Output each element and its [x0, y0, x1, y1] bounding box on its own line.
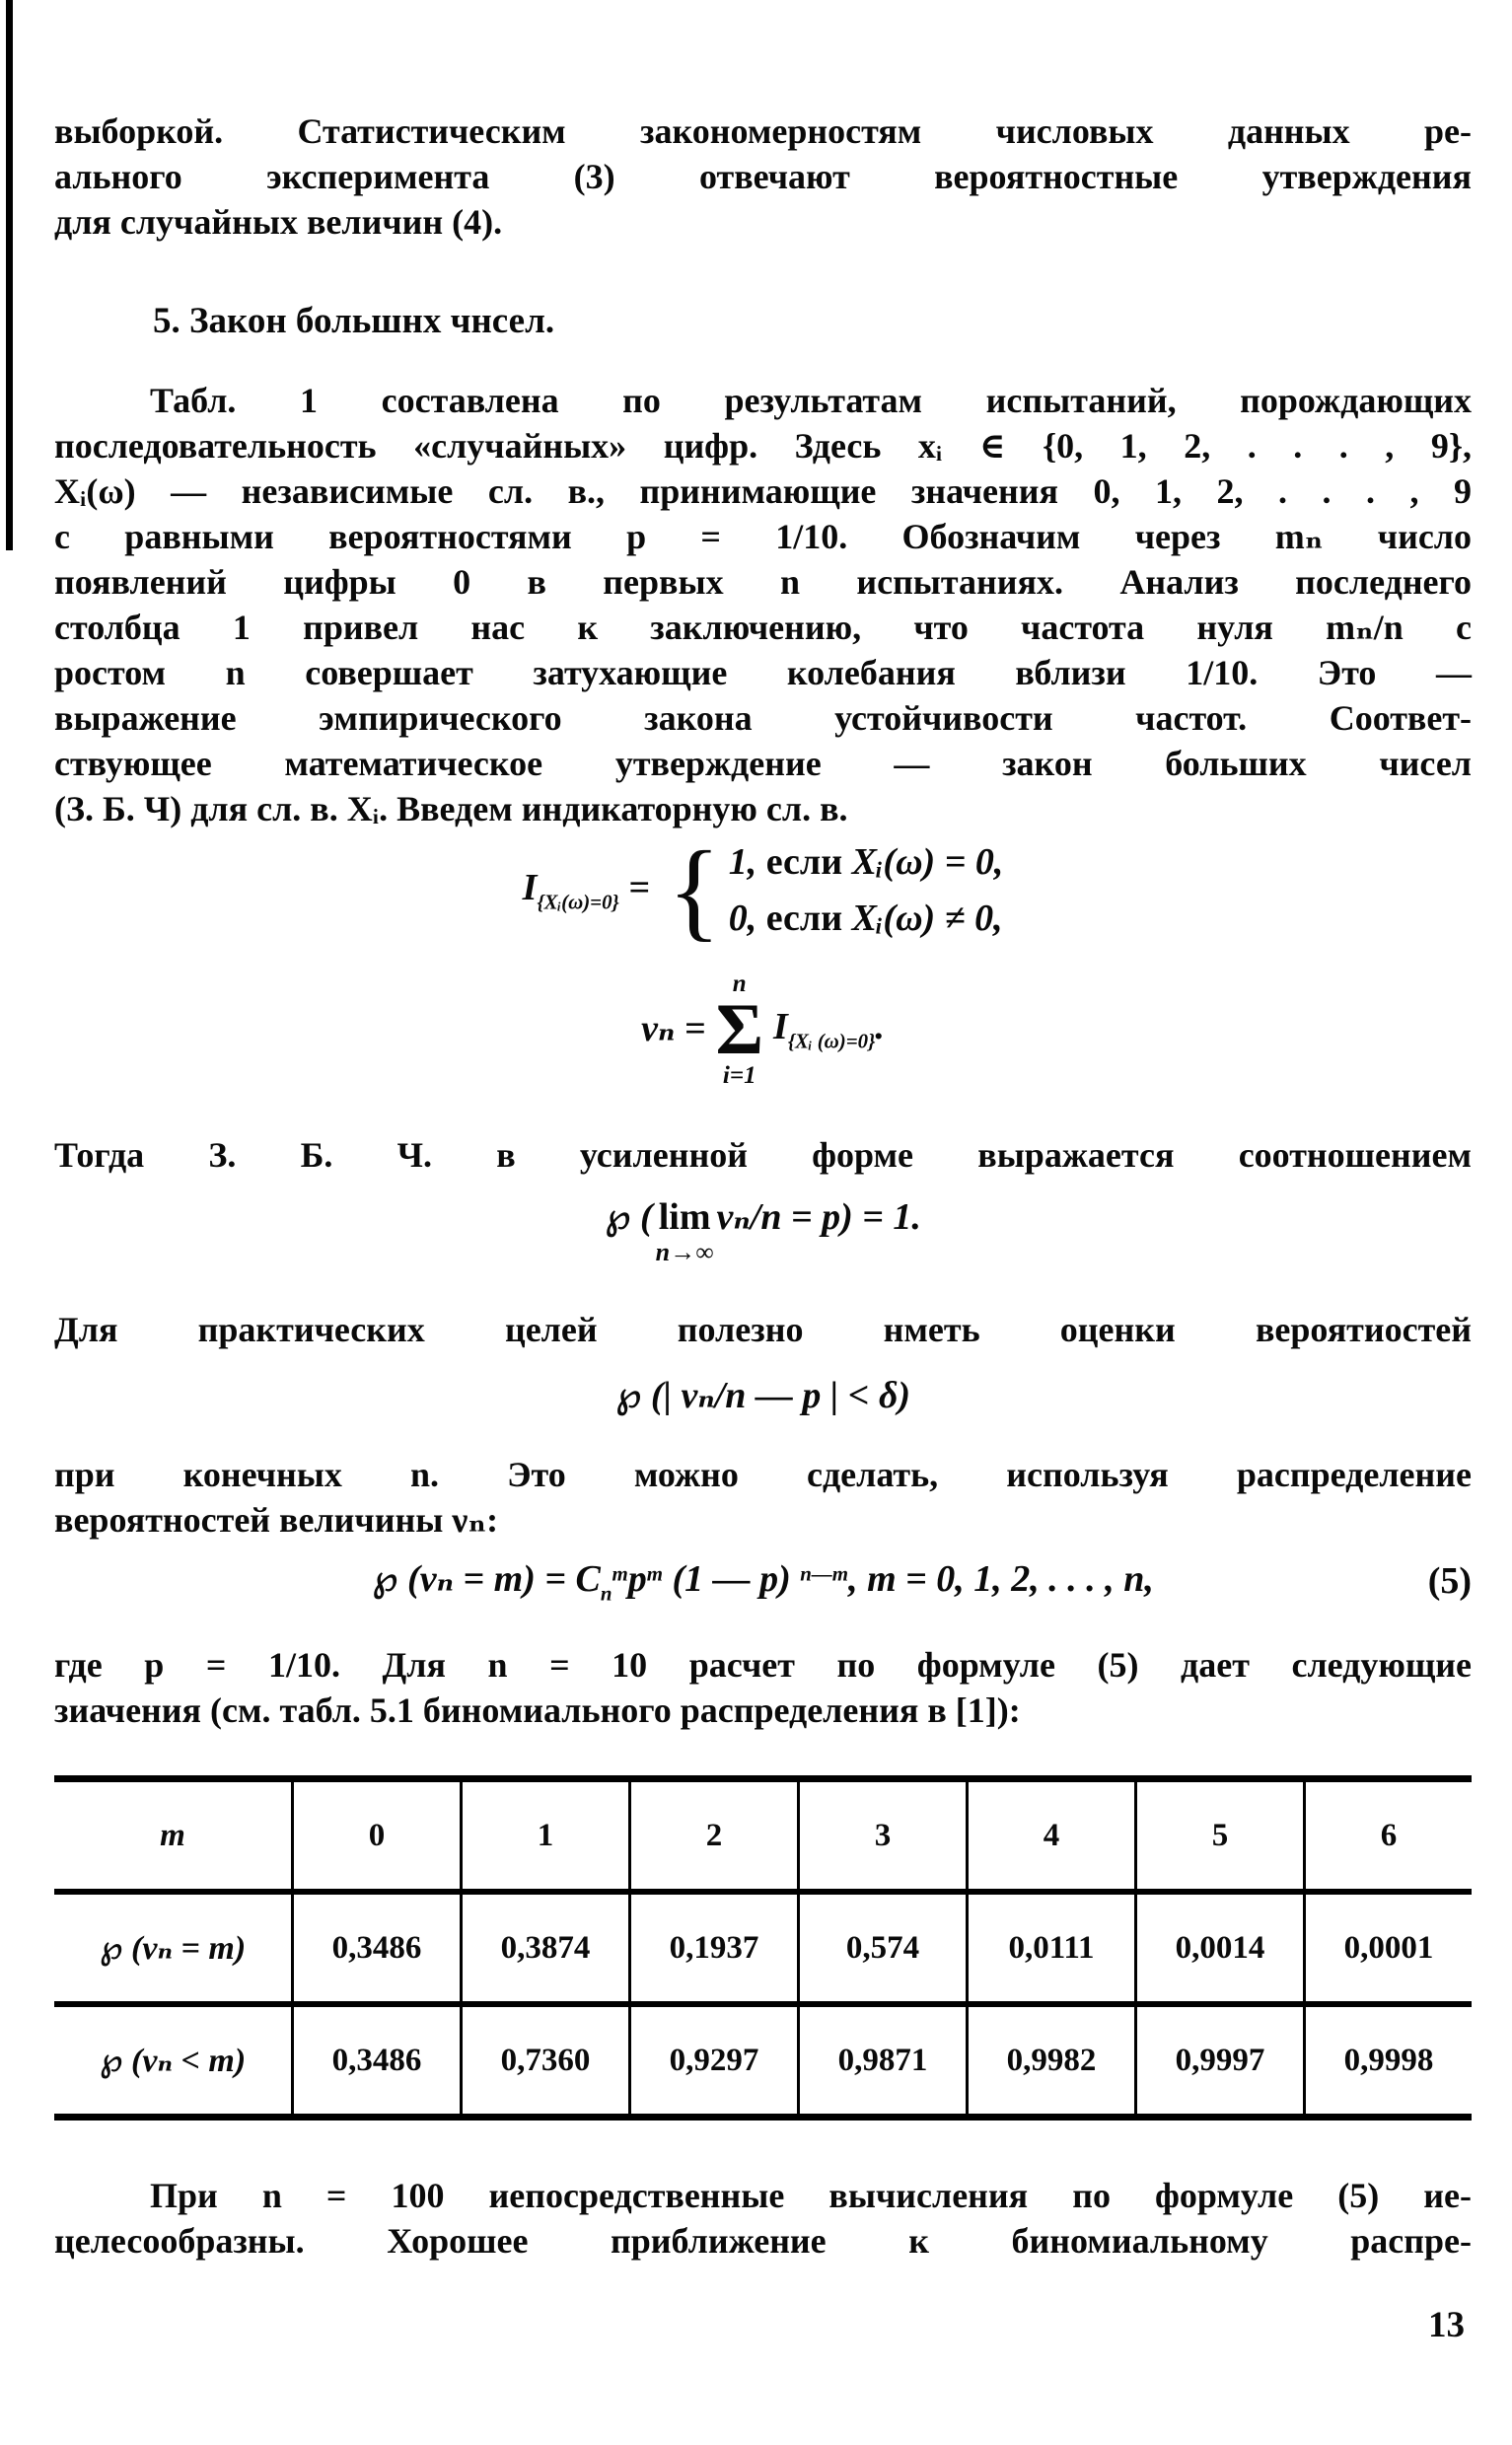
text-line: где p = 1/10. Для n = 10 расчет по формуле (5) дает следующие: [54, 1645, 1472, 1685]
formula-segment: если: [765, 898, 843, 940]
table-cell: 0,3874: [460, 1889, 628, 2001]
formula-segment: {Xᵢ(ω)=0}: [537, 890, 619, 914]
table-cell: 0,1937: [628, 1889, 797, 2001]
formula-slln: [54, 1196, 1472, 1266]
paragraph-law-of-large-numbers: [54, 378, 1472, 831]
table-header-value: 5: [1134, 1782, 1303, 1889]
text-line: появлений цифры 0 в первых n испытаниях. Анализ последнего: [54, 562, 1472, 602]
slln-post: νₙ/n = p) = 1.: [716, 1196, 921, 1238]
paragraph-table-intro: [54, 1642, 1472, 1733]
table-header-value: 0: [291, 1782, 460, 1889]
table-header-value: 1: [460, 1782, 628, 1889]
page-number: 13: [1428, 2305, 1465, 2345]
formula-segment: , m = 0, 1, 2, . . . , n,: [848, 1558, 1154, 1600]
table-header-value: 6: [1303, 1782, 1472, 1889]
text-line: Табл. 1 составлена по результатам испытаний, порождающих: [150, 381, 1472, 420]
table-cell: 0,9297: [628, 2001, 797, 2114]
lim-label: lim: [658, 1196, 711, 1238]
paragraph-estimates-intro: [54, 1307, 1472, 1352]
formula-segment: I: [772, 1006, 788, 1048]
sum-upper-limit: n: [732, 971, 747, 997]
formula-probability-estimate: [54, 1375, 1472, 1418]
text-line: выборкой. Статистическим закономерностям числовых данных ре-: [54, 111, 1472, 151]
slln-pre: ℘ (: [605, 1196, 653, 1238]
equation-number: (5): [1427, 1560, 1472, 1602]
table-row-label: ℘ (νₙ < m): [54, 2001, 291, 2114]
table-cell: 0,0014: [1134, 1889, 1303, 2001]
formula-sum: [54, 971, 1472, 1088]
text-line: столбца 1 привел нас к заключению, что частота нуля mₙ/n с: [54, 608, 1472, 647]
text-line: Тогда З. Б. Ч. в усиленной форме выражается соотношением: [54, 1135, 1472, 1175]
formula-segment: n—m: [800, 1561, 849, 1586]
formula-segment: Xᵢ(ω) ≠ 0,: [842, 898, 1003, 940]
table-cell: 0,0001: [1303, 1889, 1472, 2001]
table-cell: 0,3486: [291, 1889, 460, 2001]
paragraph-slln-intro: [54, 1132, 1472, 1178]
binomial-expression: [372, 1558, 1154, 1605]
text-line: последовательность «случайных» цифр. Здесь xᵢ ∈ {0, 1, 2, . . . , 9},: [54, 426, 1472, 466]
text-line: ального эксперимента (3) отвечают вероятностные утверждения: [54, 157, 1472, 196]
formula-segment: =: [618, 867, 650, 909]
text-line: зиачения (см. табл. 5.1 биномиального распределения в [1]):: [54, 1690, 1021, 1730]
text-line: с равными вероятностями p = 1/10. Обозначим через mₙ число: [54, 517, 1472, 556]
sum-lhs: [641, 1008, 705, 1051]
scan-edge-artifact: [6, 0, 13, 550]
limit-operator: [655, 1196, 714, 1266]
estimate-expression: ℘ (| νₙ/n — p | < δ): [614, 1375, 911, 1416]
formula-segment: m: [646, 1561, 663, 1586]
formula-segment: 1,: [728, 840, 766, 883]
text-line: целесообразны. Хорошее приближение к биномиальному распре-: [54, 2221, 1472, 2261]
table-header-value: 4: [966, 1782, 1134, 1889]
text-line: выражение эмпирического закона устойчивости частот. Соответ-: [54, 698, 1472, 738]
formula-segment: если: [765, 840, 843, 883]
formula-segment: ℘ (νₙ = m) = C: [372, 1558, 601, 1600]
text-line: вероятностей величины νₙ:: [54, 1500, 499, 1540]
table-row-label: ℘ (νₙ = m): [54, 1889, 291, 2001]
formula-binomial: [54, 1558, 1472, 1605]
paragraph-finite-n: [54, 1452, 1472, 1543]
text-line: При n = 100 иепосредственные вычисления по формуле (5) ие-: [150, 2176, 1472, 2215]
formula-segment: Xᵢ(ω) = 0,: [842, 840, 1004, 883]
formula-segment: m: [612, 1561, 628, 1586]
table-cell: 0,574: [797, 1889, 966, 2001]
table-cell: 0,9998: [1303, 2001, 1472, 2114]
case-line: [729, 841, 1004, 885]
indicator-cases: [729, 841, 1004, 941]
table-header-m: m: [160, 1817, 185, 1853]
text-line: при конечных n. Это можно сделать, используя распределение: [54, 1455, 1472, 1494]
sigma-icon: Σ: [715, 989, 763, 1070]
text-line: для случайных величин (4).: [54, 202, 503, 242]
formula-segment: νₙ =: [641, 1008, 706, 1050]
sum-lower-limit: i=1: [722, 1062, 756, 1090]
binomial-table: [54, 1775, 1472, 2121]
text-line: ростом n совершает затухающие колебания вблизи 1/10. Это —: [54, 653, 1472, 692]
case-line: [729, 898, 1004, 941]
text-line: Для практических целей полезно нметь оценки вероятиостей: [54, 1310, 1472, 1349]
text-line: ствующее математическое утверждение — закон больших чисел: [54, 744, 1472, 783]
formula-indicator: [54, 829, 1472, 952]
formula-segment: p: [627, 1558, 647, 1600]
formula-segment: .: [875, 1006, 885, 1048]
paragraph-large-n: [54, 2173, 1472, 2264]
formula-segment: I: [522, 867, 538, 909]
table-cell: 0,9982: [966, 2001, 1134, 2114]
section-heading: 5. Закон большнх чнсел.: [153, 301, 555, 341]
formula-segment: 0,: [728, 898, 766, 940]
table-header-value: 2: [628, 1782, 797, 1889]
cases-brace: {: [667, 829, 721, 952]
formula-segment: (1 — p): [662, 1558, 801, 1600]
paragraph-intro: [54, 108, 1472, 245]
text-line: (З. Б. Ч) для сл. в. Xᵢ. Введем индикаторную сл. в.: [54, 789, 848, 828]
lim-under: n→∞: [655, 1238, 714, 1266]
sum-rhs: [773, 1006, 885, 1052]
table-cell: 0,0111: [966, 1889, 1134, 2001]
text-line: Xᵢ(ω) — независимые сл. в., принимающие значения 0, 1, 2, . . . , 9: [54, 471, 1472, 511]
sum-operator: [716, 971, 763, 1088]
table-cell: 0,9871: [797, 2001, 966, 2114]
formula-segment: {Xᵢ (ω)=0}: [787, 1029, 876, 1053]
indicator-lhs: [523, 867, 650, 913]
formula-segment: n: [600, 1581, 612, 1606]
table-cell: 0,7360: [460, 2001, 628, 2114]
table-cell: 0,9997: [1134, 2001, 1303, 2114]
table-cell: 0,3486: [291, 2001, 460, 2114]
table-header-value: 3: [797, 1782, 966, 1889]
